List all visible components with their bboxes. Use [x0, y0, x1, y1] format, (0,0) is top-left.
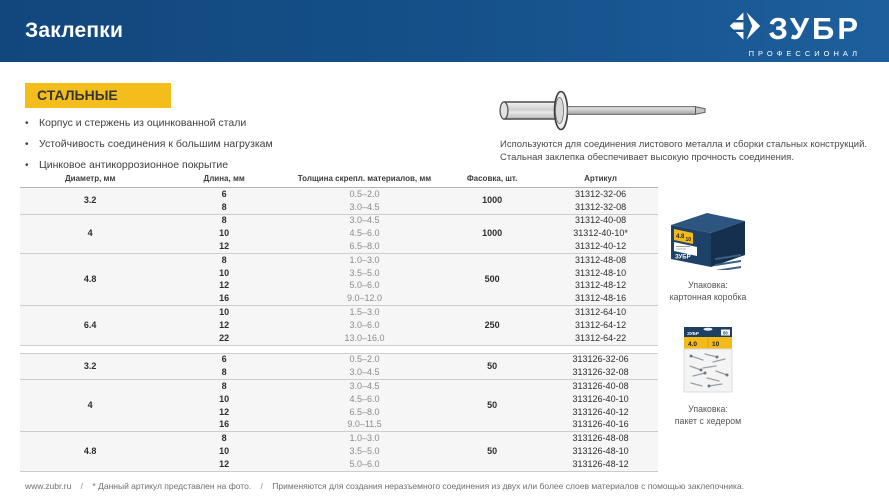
- cell-thickness: 6.5–8.0: [349, 241, 380, 252]
- cell-article: 31312-40-08: [543, 214, 658, 227]
- cell-packing: 1000: [441, 188, 543, 215]
- cell-length: 8: [221, 201, 227, 212]
- page-footer: [25, 481, 875, 491]
- feature-text: Устойчивость соединения к большим нагрузкам: [39, 138, 273, 150]
- column-header: Диаметр, мм: [20, 171, 160, 188]
- cell-thickness: 3.5–5.0: [349, 446, 380, 457]
- cell-length: 10: [219, 267, 230, 278]
- usage-line: Используются для соединения листового металла и сборки стальных конструкций.: [500, 139, 868, 150]
- brand-logo-icon: [729, 10, 761, 47]
- cell-length: 12: [219, 241, 230, 252]
- cell-thickness: 3.0–6.0: [349, 319, 380, 330]
- cell-thickness: 4.5–6.0: [349, 228, 380, 239]
- cell-article: 313126-48-12: [572, 458, 629, 469]
- box-label-length: 10: [685, 237, 692, 243]
- packaging-box: [648, 208, 768, 303]
- cell-diameter: 4: [20, 214, 160, 253]
- cell-length: 8: [160, 214, 288, 227]
- footer-separator: /: [80, 481, 84, 491]
- footer-note-usage: Применяются для создания неразъемного соединения из двух или более слоев материалов с помощью заклепочника.: [272, 481, 744, 491]
- spec-tables: [20, 171, 658, 472]
- cell-article: 313126-32-08: [572, 367, 629, 378]
- spec-table-section-1: [20, 171, 658, 346]
- cell-length: 10: [219, 446, 230, 457]
- cell-article: 313126-40-08: [543, 380, 658, 393]
- cell-article: 313126-48-10: [572, 446, 629, 457]
- packaging-caption: Упаковка: картонная коробка: [669, 280, 747, 302]
- column-header: Артикул: [543, 171, 658, 188]
- cell-length: 16: [219, 293, 230, 304]
- cell-packing: 250: [441, 306, 543, 345]
- cell-thickness: 1.0–3.0: [288, 432, 441, 445]
- cell-thickness: 1.5–3.0: [288, 306, 441, 319]
- cell-packing: 50: [441, 432, 543, 471]
- cell-packing: 1000: [441, 214, 543, 253]
- category-header: СТАЛЬНЫЕ: [25, 83, 171, 108]
- cell-diameter: 3.2: [20, 188, 160, 215]
- footer-separator: /: [260, 481, 263, 491]
- feature-item: [25, 134, 455, 155]
- table-row: [20, 432, 658, 445]
- packaging-bag: [654, 326, 762, 427]
- brand-name: ЗУБР: [768, 10, 861, 46]
- cell-article: 31312-40-10*: [573, 228, 628, 239]
- cell-article: 31312-64-12: [575, 319, 627, 330]
- cell-thickness: 3.0–4.5: [349, 201, 380, 212]
- bullet-icon: •: [25, 118, 29, 129]
- brand-tagline: ПРОФЕССИОНАЛ: [748, 49, 861, 58]
- cell-article: 31312-32-08: [575, 201, 627, 212]
- packaging-caption: Упаковка: пакет с хедером: [674, 404, 742, 426]
- cell-packing: 50: [441, 380, 543, 432]
- cell-article: 313126-48-08: [543, 432, 658, 445]
- cell-length: 8: [160, 380, 288, 393]
- cell-length: 22: [219, 332, 230, 343]
- brand-logo: [729, 10, 861, 58]
- table-row: [20, 188, 658, 201]
- cell-article: 313126-40-16: [572, 419, 629, 430]
- box-brand-text: ЗУБР: [675, 254, 691, 261]
- cell-length: 8: [160, 253, 288, 266]
- table-row: [20, 353, 658, 366]
- page-title: Заклепки: [25, 19, 124, 42]
- feature-item: [25, 113, 455, 134]
- table-row: [20, 214, 658, 227]
- cell-thickness: 3.0–4.5: [288, 380, 441, 393]
- cell-packing: 500: [441, 253, 543, 305]
- cell-article: 31312-48-10: [575, 267, 627, 278]
- cell-length: 8: [221, 367, 227, 378]
- cell-diameter: 3.2: [20, 353, 160, 380]
- cell-diameter: 4.8: [20, 432, 160, 471]
- box-label-size: 4.8: [676, 234, 685, 240]
- cell-article: 313126-40-10: [572, 393, 629, 404]
- usage-description: [500, 138, 888, 164]
- rivet-image: [497, 90, 711, 132]
- cell-diameter: 4: [20, 380, 160, 432]
- table-row: [20, 253, 658, 266]
- spec-table-section-2: [20, 353, 658, 472]
- cell-length: 6: [160, 188, 288, 201]
- cell-article: 31312-64-22: [575, 332, 627, 343]
- cell-length: 10: [160, 306, 288, 319]
- cell-diameter: 6.4: [20, 306, 160, 345]
- bullet-icon: •: [25, 160, 29, 171]
- cell-length: 8: [160, 432, 288, 445]
- bag-label-size: 4.0: [688, 341, 698, 348]
- cell-thickness: 0.5–2.0: [288, 188, 441, 201]
- cell-article: 31312-64-10: [543, 306, 658, 319]
- cell-thickness: 4.5–6.0: [349, 393, 380, 404]
- cell-length: 12: [219, 406, 230, 417]
- top-banner: [0, 0, 889, 62]
- table-row: [20, 306, 658, 319]
- cell-thickness: 9.0–12.0: [346, 293, 383, 304]
- feature-text: Корпус и стержень из оцинкованной стали: [39, 117, 247, 129]
- cell-article: 313126-32-06: [543, 353, 658, 366]
- cell-thickness: 1.0–3.0: [288, 253, 441, 266]
- cell-diameter: 4.8: [20, 253, 160, 305]
- cell-thickness: 6.5–8.0: [349, 406, 380, 417]
- cell-thickness: 3.0–4.5: [349, 367, 380, 378]
- cell-article: 313126-40-12: [572, 406, 629, 417]
- feature-list: [25, 113, 455, 176]
- feature-text: Цинковое антикоррозионное покрытие: [39, 159, 229, 171]
- column-header: Толщина скрепл. материалов, мм: [288, 171, 441, 188]
- column-header: Длина, мм: [160, 171, 288, 188]
- cell-thickness: 3.5–5.0: [349, 267, 380, 278]
- box-packaging-image: [665, 208, 751, 270]
- cell-length: 16: [219, 419, 230, 430]
- table-row: [20, 380, 658, 393]
- footer-note-asterisk: * Данный артикул представлен на фото.: [92, 481, 252, 491]
- cell-length: 12: [219, 458, 230, 469]
- cell-length: 12: [219, 319, 230, 330]
- cell-length: 12: [219, 280, 230, 291]
- column-header: Фасовка, шт.: [441, 171, 543, 188]
- table-header-row: [20, 171, 658, 188]
- cell-thickness: 5.0–6.0: [349, 280, 380, 291]
- cell-length: 10: [219, 393, 230, 404]
- cell-thickness: 9.0–11.5: [347, 419, 382, 430]
- cell-length: 10: [219, 228, 230, 239]
- cell-article: 31312-48-16: [575, 293, 627, 304]
- cell-packing: 50: [441, 353, 543, 380]
- usage-line: Стальная заклепка обеспечивает высокую прочность соединения.: [500, 152, 794, 163]
- cell-thickness: 13.0–16.0: [344, 332, 385, 343]
- cell-length: 6: [160, 353, 288, 366]
- cell-article: 31312-48-12: [575, 280, 627, 291]
- cell-thickness: 3.0–4.5: [288, 214, 441, 227]
- cell-article: 31312-40-12: [575, 241, 627, 252]
- site-url-link[interactable]: www.zubr.ru: [25, 481, 72, 491]
- bag-packaging-image: [683, 326, 733, 394]
- bag-label-length: 10: [712, 341, 720, 348]
- bag-label-count: 50: [723, 330, 728, 336]
- bullet-icon: •: [25, 139, 29, 150]
- cell-article: 31312-48-08: [543, 253, 658, 266]
- cell-thickness: 5.0–6.0: [349, 458, 380, 469]
- cell-article: 31312-32-06: [543, 188, 658, 201]
- bag-brand-text: ЗУБР: [687, 331, 699, 336]
- cell-thickness: 0.5–2.0: [288, 353, 441, 366]
